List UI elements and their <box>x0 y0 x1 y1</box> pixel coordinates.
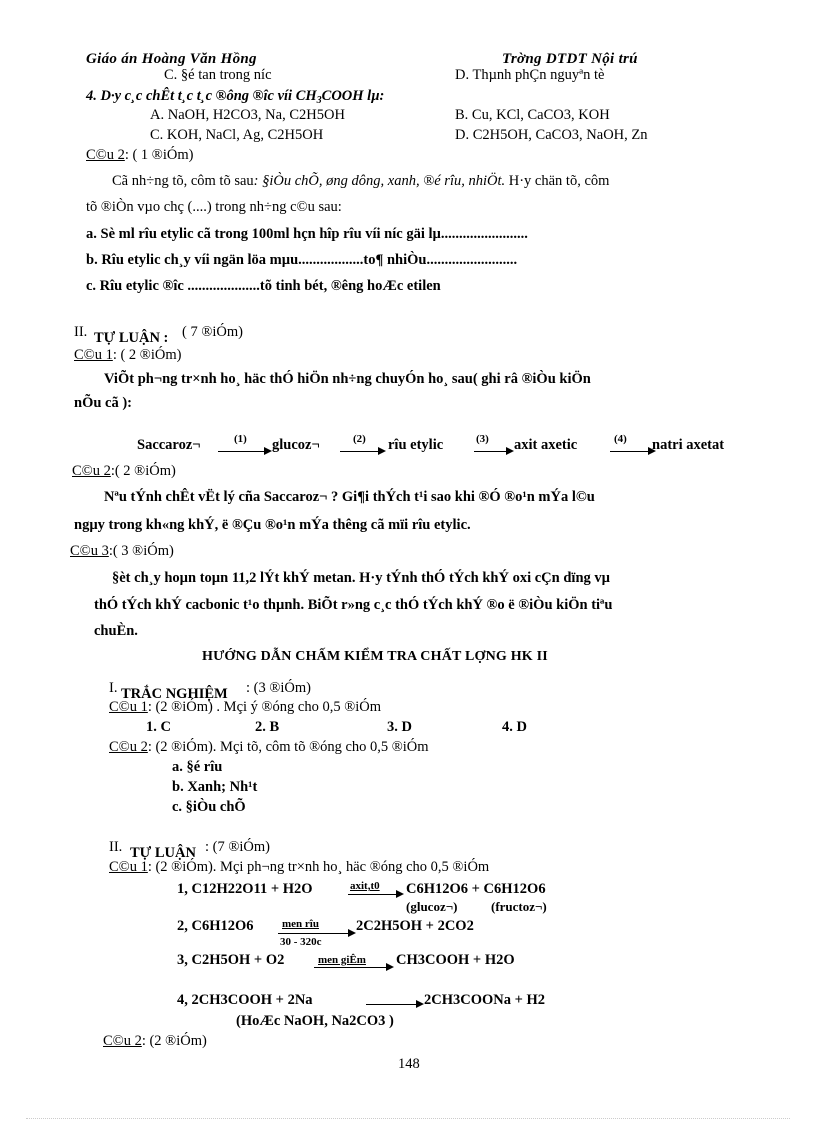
equation-2-arrow <box>278 933 354 934</box>
chain-label-2: (2) <box>353 433 366 445</box>
equation-4-note: (HoÆc NaOH, Na2CO3 ) <box>236 1013 394 1029</box>
equation-1-note-fructozo: (fructoz¬) <box>491 899 547 914</box>
cau2-item-c: c. Rîu etylic ®îc ....................tõ tinh bét, ®êng hoÆc etilen <box>86 278 441 294</box>
chain-arrow-4 <box>610 451 654 452</box>
section-2-number: II. <box>74 324 88 340</box>
tl-cau3-text-3: chuÈn. <box>94 623 138 639</box>
chain-arrow-3 <box>474 451 512 452</box>
answer-2-points: : (7 ®iÓm) <box>205 839 270 855</box>
equation-1-right: C6H12O6 + C6H12O6 <box>406 881 546 897</box>
answer-1-number: I. <box>109 680 118 696</box>
equation-3-condition: men giÊm <box>318 954 366 966</box>
chain-label-4: (4) <box>614 433 627 445</box>
chain-label-1: (1) <box>234 433 247 445</box>
chain-label-3: (3) <box>476 433 489 445</box>
section-2-points: ( 7 ®iÓm) <box>182 324 243 340</box>
section-2-title: TỰ LUẬN : <box>94 330 169 346</box>
equation-4-arrow <box>366 1004 422 1005</box>
page-number: 148 <box>398 1056 420 1072</box>
equation-3-left: 3, C2H5OH + O2 <box>177 952 285 968</box>
header-right: Trờng DTDT Nội trú <box>502 51 638 67</box>
question-4: 4. D·y c¸c chÊt t¸c t¸c ®ông ®îc víi $CH_3COOH$ lµ: <box>86 88 385 106</box>
q4-option-b: B. Cu, KCl, CaCO3, KOH <box>455 107 610 123</box>
tl-cau2-heading: C©u 2:( 2 ®iÓm) <box>72 463 176 479</box>
answer-2-number: II. <box>109 839 123 855</box>
answer-2: 2. B <box>255 719 280 735</box>
tl-cau3-text-1: §èt ch¸y hoµn toµn 11,2 lÝt khÝ metan. H·y tÝnh thÓ tÝch khÝ oxi cÇn dïng vµ <box>112 570 610 586</box>
chain-ruou-etylic: rîu etylic <box>388 437 444 453</box>
answer-1: 1. C <box>146 719 171 735</box>
chain-arrow-2 <box>340 451 384 452</box>
equation-1-arrow <box>348 894 402 895</box>
answer-3: 3. D <box>387 719 412 735</box>
equation-2-left: 2, C6H12O6 <box>177 918 254 934</box>
cau2-intro-2: tõ ®iÒn vµo chç (....) trong nh÷ng c©u sau: <box>86 199 342 215</box>
option-c: C. §é tan trong níc <box>164 67 272 83</box>
q4-option-c: C. KOH, NaCl, Ag, C2H5OH <box>150 127 324 143</box>
tl-cau1-heading: C©u 1: ( 2 ®iÓm) <box>74 347 182 363</box>
equation-1-condition: axit,t0 <box>350 880 380 892</box>
equation-2-condition: men rîu <box>282 918 319 930</box>
answer-key-title: HƯỚNG DẪN CHẤM KIỂM TRA CHẤT LỢNG HK II <box>202 649 548 664</box>
page-bottom-edge <box>26 1118 790 1119</box>
answer-1-title: TRẮC NGHIỆM <box>121 686 228 702</box>
equation-3-arrow <box>314 967 392 968</box>
tl-cau3-text-2: thÓ tÝch khÝ cacbonic t¹o thµnh. BiÕt r»ng c¸c thÓ tÝch khÝ ®o ë ®iÒu kiÖn tiªu <box>94 597 613 613</box>
answer-cau2-b: b. Xanh; Nh¹t <box>172 779 258 795</box>
answer-cau1-heading: C©u 1: (2 ®iÓm) . Mçi ý ®óng cho 0,5 ®iÓm <box>109 699 382 715</box>
answer-cau2-a: a. §é rîu <box>172 759 223 775</box>
answer-1-points: : (3 ®iÓm) <box>246 680 311 696</box>
equation-2-right: 2C2H5OH + 2CO2 <box>356 918 474 934</box>
chain-arrow-1 <box>218 451 270 452</box>
cau2-intro: Cã nh÷ng tõ, côm tõ sau: §iÒu chÕ, øng dông, xanh, ®é rîu, nhiÖt. H·y chän tõ, côm <box>112 173 610 189</box>
equation-1-note-glucozo: (glucoz¬) <box>406 899 458 914</box>
answer-2-title: TỰ LUẬN <box>130 845 196 861</box>
equation-1-left: 1, C12H22O11 + H2O <box>177 881 313 897</box>
cau2-item-a: a. Sè ml rîu etylic cã trong 100ml hçn hîp rîu víi níc gäi lµ........................ <box>86 226 528 242</box>
answer-cau2-heading: C©u 2: (2 ®iÓm). Mçi tõ, côm tõ ®óng cho 0,5 ®iÓm <box>109 739 429 755</box>
answer-4: 4. D <box>502 719 527 735</box>
header-left: Giáo án Hoàng Văn Hồng <box>86 51 257 67</box>
answer-tl-cau1-heading: C©u 1: (2 ®iÓm). Mçi ph¬ng tr×nh ho¸ häc ®óng cho 0,5 ®iÓm <box>109 859 490 875</box>
equation-3-right: CH3COOH + H2O <box>396 952 515 968</box>
q4-option-d: D. C2H5OH, CaCO3, NaOH, Zn <box>455 127 648 143</box>
tl-cau3-heading: C©u 3:( 3 ®iÓm) <box>70 543 174 559</box>
equation-4-left: 4, 2CH3COOH + 2Na <box>177 992 313 1008</box>
tl-cau1-text-2: nÕu cã ): <box>74 395 132 411</box>
tl-cau2-text-1: Nªu tÝnh chÊt vËt lý cña Saccaroz¬ ? Gi¶i thÝch t¹i sao khi ®Ó ®o¹n mÝa l©u <box>104 489 595 505</box>
option-d: D. Thµnh phÇn nguyªn tè <box>455 67 605 83</box>
answer-tl-cau2-heading: C©u 2: (2 ®iÓm) <box>103 1033 207 1049</box>
answer-cau2-c: c. §iÒu chÕ <box>172 799 246 815</box>
equation-4-right: 2CH3COONa + H2 <box>424 992 546 1008</box>
chain-natri-axetat: natri axetat <box>652 437 725 453</box>
chain-axit-axetic: axit axetic <box>514 437 578 453</box>
chain-glucozo: glucoz¬ <box>272 437 320 453</box>
cau2-heading: C©u 2: ( 1 ®iÓm) <box>86 147 194 163</box>
tl-cau2-text-2: ngµy trong kh«ng khÝ, ë ®Çu ®o¹n mÝa thêng cã mïi rîu etylic. <box>74 517 471 533</box>
chain-saccarozo: Saccaroz¬ <box>137 437 201 453</box>
equation-2-temperature: 30 - 320c <box>280 936 322 948</box>
tl-cau1-text-1: ViÕt ph¬ng tr×nh ho¸ häc thÓ hiÖn nh÷ng chuyÓn ho¸ sau( ghi râ ®iÒu kiÖn <box>104 371 591 387</box>
q4-option-a: A. NaOH, H2CO3, Na, C2H5OH <box>150 107 345 123</box>
cau2-item-b: b. Rîu etylic ch¸y víi ngän löa mµu..................to¶ nhiÒu......................... <box>86 252 518 268</box>
